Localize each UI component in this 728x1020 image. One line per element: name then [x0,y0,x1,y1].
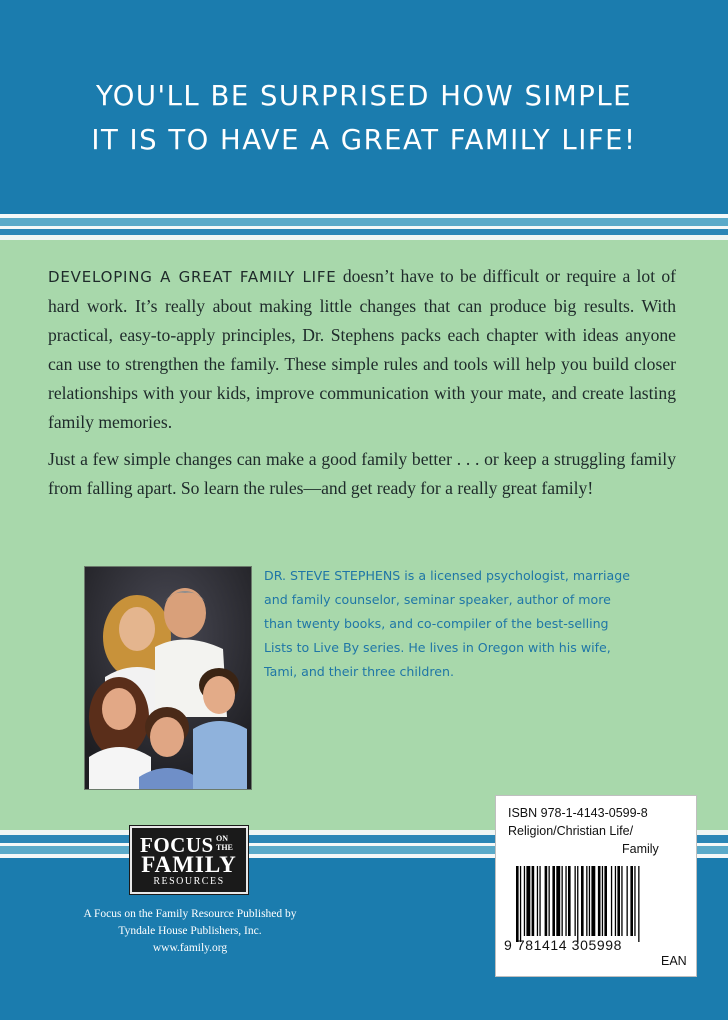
barcode-bar [630,866,633,936]
logo-on-the: ON THE [216,834,233,852]
description-paragraph-1 [48,262,676,437]
barcode-bar [602,866,603,936]
author-bio [264,564,668,684]
description-paragraph-1-text: doesn’t have to be difficult or require a lot of hard work. It’s really about making little changes that can produce big results. With practical, easy-to-apply principles, Dr. Stephens packs each chapter with ideas anyone can use to strengthen the family. These simple rules and tools will help you build closer relationships with your kids, improve communication with your mate, and create lasting family memories. [48,266,676,432]
author-bio-line-1: DR. STEVE STEPHENS is a licensed psychologist, marriage [264,568,630,583]
category-line-1: Religion/Christian Life/ [508,824,634,838]
barcode-bar [634,866,635,936]
book-description [48,262,676,503]
barcode-bar [532,866,535,936]
barcode-bar [539,866,540,936]
barcode-bar [586,866,587,936]
barcode-bar [562,866,563,936]
logo-resources: RESOURCES [153,876,225,887]
author-bio-line-5: Tami, and their three children. [264,664,454,679]
barcode-bar [520,866,521,942]
headline [0,74,728,162]
barcode-bar [615,866,616,936]
barcode-bar [627,866,628,936]
publisher-info [40,906,340,957]
family-photo-illustration [85,567,251,789]
author-bio-line-4: Lists to Live By series. He lives in Oregon with his wife, [264,640,611,655]
barcode-bar [568,866,571,936]
barcode-bar [552,866,555,936]
barcode-bar [537,866,538,936]
barcode-bar [516,866,519,942]
family-photo [84,566,252,790]
upper-stripe-blue [0,218,728,226]
barcode-bar [575,866,576,936]
barcode-bar [611,866,612,936]
barcode-bars [516,866,678,948]
barcode-bar [621,866,622,936]
barcode-bar [577,866,578,942]
barcode-bar [598,866,601,936]
barcode-bar [524,866,525,936]
barcode-bar [565,866,566,936]
author-bio-line-2: and family counselor, seminar speaker, author of more [264,592,611,607]
barcode-bar [526,866,530,936]
barcode-bar [638,866,639,942]
author-bio-line-3: than twenty books, and co-compiler of the best-selling [264,616,609,631]
barcode-bar [589,866,590,936]
focus-on-the-family-logo [130,826,248,894]
barcode-box [495,795,697,977]
publisher-line-2: Tyndale House Publishers, Inc. [118,925,262,937]
barcode-bar [591,866,595,936]
barcode-bar [581,866,584,936]
barcode-bar [604,866,607,936]
isbn-text: ISBN 978-1-4143-0599-8 [508,806,648,820]
barcode-bar [617,866,620,936]
logo-focus: FOCUS [140,833,214,857]
barcode-bar [556,866,560,936]
description-lead: DEVELOPING A GREAT FAMILY LIFE [48,268,337,286]
description-paragraph-2: Just a few simple changes can make a good family better . . . or keep a struggling family from falling apart. So learn the rules—and get ready for a really great family! [48,449,676,498]
ean-label: EAN [661,954,687,968]
headline-line-1: YOU'LL BE SURPRISED HOW SIMPLE [95,80,633,112]
publisher-line-1: A Focus on the Family Resource Published by [83,908,297,920]
category-line-2: Family [622,842,659,856]
barcode-bar [549,866,550,936]
publisher-website: www.family.org [152,942,228,954]
logo-family: FAMILY [141,852,237,877]
barcode-bar [545,866,548,936]
barcode-digits: 9 781414 305998 [504,937,622,953]
headline-line-2: IT IS TO HAVE A GREAT FAMILY LIFE! [91,124,637,156]
